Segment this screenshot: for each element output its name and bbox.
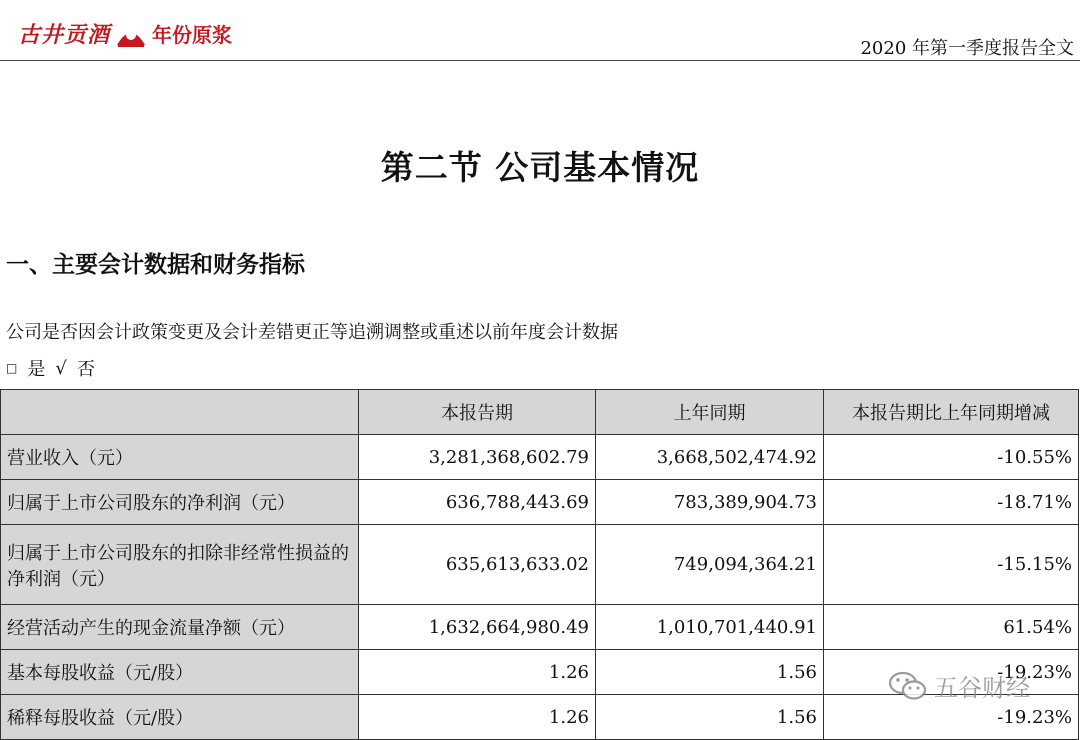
restatement-question: 公司是否因会计政策变更及会计差错更正等追溯调整或重述以前年度会计数据	[6, 322, 618, 343]
change-value: -15.15%	[824, 525, 1079, 605]
wechat-icon	[888, 669, 928, 703]
current-period-value: 1.26	[359, 695, 596, 740]
report-title: 2020 年第一季度报告全文	[860, 38, 1074, 59]
table-header-row	[1, 390, 1079, 435]
emblem-icon	[114, 19, 148, 49]
page-header	[0, 0, 1080, 60]
change-value: -19.23%	[824, 650, 1079, 695]
row-label: 经营活动产生的现金流量净额（元）	[1, 605, 359, 650]
header-divider	[0, 60, 1080, 61]
restatement-options	[6, 355, 95, 381]
current-period-value: 636,788,443.69	[359, 480, 596, 525]
option-no-label: 否	[76, 359, 95, 380]
current-period-value: 635,613,633.02	[359, 525, 596, 605]
prior-period-value: 3,668,502,474.92	[596, 435, 824, 480]
change-value: 61.54%	[824, 605, 1079, 650]
column-header: 本报告期比上年同期增减	[824, 390, 1079, 435]
current-period-value: 1,632,664,980.49	[359, 605, 596, 650]
row-label: 稀释每股收益（元/股）	[1, 695, 359, 740]
check-mark-icon: √	[55, 357, 67, 379]
row-label: 基本每股收益（元/股）	[1, 650, 359, 695]
option-yes-label: 是	[27, 359, 46, 380]
current-period-value: 1.26	[359, 650, 596, 695]
company-logo	[18, 18, 232, 49]
prior-period-value: 1,010,701,440.91	[596, 605, 824, 650]
column-header	[1, 390, 359, 435]
prior-period-value: 1.56	[596, 695, 824, 740]
change-value: -18.71%	[824, 480, 1079, 525]
prior-period-value: 1.56	[596, 650, 824, 695]
brand-slogan: 年份原浆	[152, 23, 233, 47]
watermark	[888, 668, 1030, 703]
sub-title: 一、主要会计数据和财务指标	[6, 252, 305, 278]
row-label: 归属于上市公司股东的净利润（元）	[1, 480, 359, 525]
prior-period-value: 749,094,364.21	[596, 525, 824, 605]
table-row	[1, 480, 1079, 525]
current-period-value: 3,281,368,602.79	[359, 435, 596, 480]
watermark-text: 五谷财经	[934, 674, 1030, 702]
row-label: 归属于上市公司股东的扣除非经常性损益的净利润（元）	[1, 525, 359, 605]
table-row	[1, 435, 1079, 480]
table-row	[1, 525, 1079, 605]
table-row	[1, 605, 1079, 650]
change-value: -10.55%	[824, 435, 1079, 480]
change-value: -19.23%	[824, 695, 1079, 740]
column-header: 本报告期	[359, 390, 596, 435]
section-title: 第二节 公司基本情况	[380, 148, 700, 187]
prior-period-value: 783,389,904.73	[596, 480, 824, 525]
column-header: 上年同期	[596, 390, 824, 435]
row-label: 营业收入（元）	[1, 435, 359, 480]
checkbox-empty-icon: □	[6, 361, 18, 375]
brand-name: 古井贡酒	[18, 22, 111, 48]
